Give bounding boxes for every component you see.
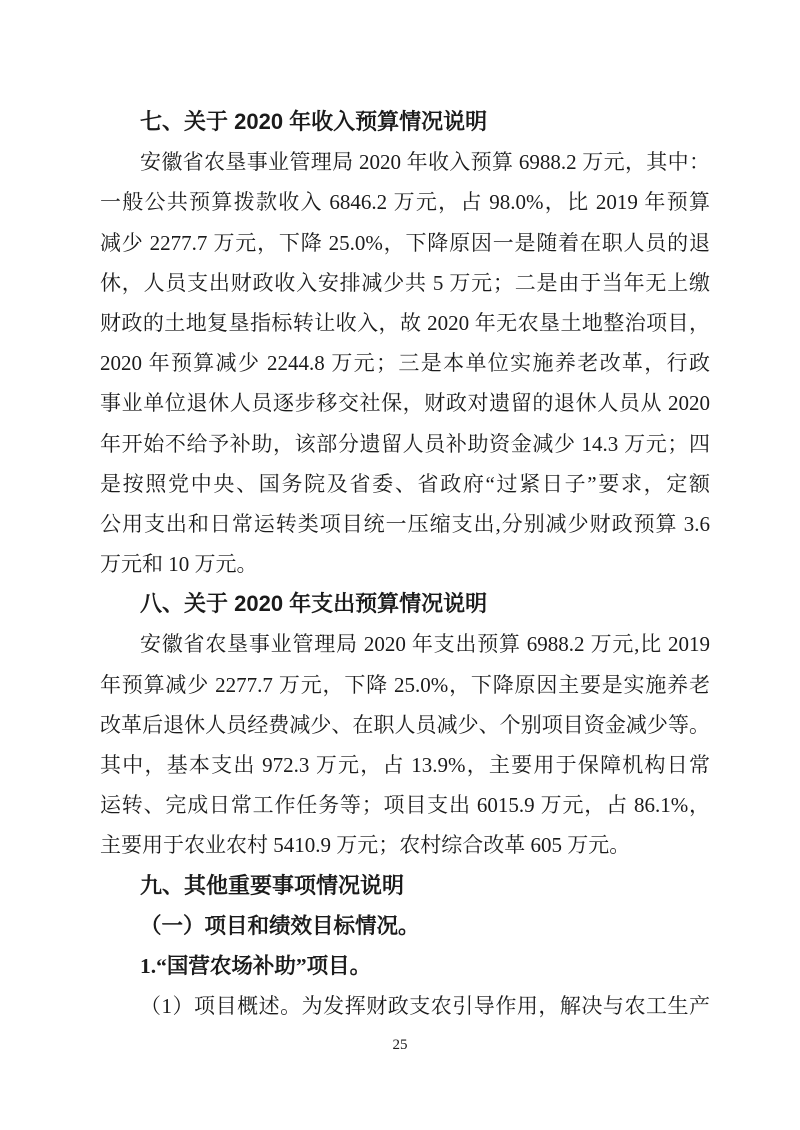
- section-9-subheading-2: 1.“国营农场补助”项目。: [140, 953, 372, 978]
- document-content: [100, 102, 710, 1026]
- paragraph-line: 减少 2277.7 万元，下降 25.0%，下降原因一是随着在职人员的退: [100, 230, 710, 255]
- paragraph-line: 事业单位退休人员逐步移交社保，财政对遗留的退休人员从 2020: [100, 391, 710, 416]
- paragraph-line: 安徽省农垦事业管理局 2020 年收入预算 6988.2 万元，其中：: [140, 150, 710, 175]
- paragraph-line: 万元和 10 万元。: [100, 552, 258, 577]
- section-8-heading: 八、关于 2020 年支出预算情况说明: [140, 591, 488, 617]
- paragraph-line: 是按照党中央、国务院及省委、省政府“过紧日子”要求，定额: [100, 471, 710, 496]
- section-9-heading: 九、其他重要事项情况说明: [140, 872, 405, 898]
- paragraph-line: 年开始不给予补助，该部分遗留人员补助资金减少 14.3 万元；四: [100, 431, 710, 456]
- paragraph-line: 财政的土地复垦指标转让收入，故 2020 年无农垦土地整治项目，: [100, 310, 710, 335]
- section-7-heading: 七、关于 2020 年收入预算情况说明: [140, 109, 488, 134]
- page-number: 25: [392, 1037, 408, 1053]
- paragraph-line: 休，人员支出财政收入安排减少共 5 万元；二是由于当年无上缴: [100, 270, 710, 295]
- section-9-subheading-1: （一）项目和绩效目标情况。: [140, 913, 420, 938]
- paragraph-line: 安徽省农垦事业管理局 2020 年支出预算 6988.2 万元,比 2019: [140, 632, 710, 657]
- paragraph-line: 公用支出和日常运转类项目统一压缩支出,分别减少财政预算 3.6: [100, 511, 710, 536]
- paragraph-line: 改革后退休人员经费减少、在职人员减少、个别项目资金减少等。: [100, 712, 710, 737]
- paragraph-line: 一般公共预算拨款收入 6846.2 万元，占 98.0%，比 2019 年预算: [100, 190, 710, 215]
- paragraph-line: 主要用于农业农村 5410.9 万元；农村综合改革 605 万元。: [100, 833, 631, 858]
- paragraph-line: 2020 年预算减少 2244.8 万元；三是本单位实施养老改革，行政: [100, 351, 710, 376]
- paragraph-line: 运转、完成日常工作任务等；项目支出 6015.9 万元，占 86.1%，: [100, 793, 710, 818]
- paragraph-line: 年预算减少 2277.7 万元，下降 25.0%，下降原因主要是实施养老: [100, 672, 710, 697]
- paragraph-line: （1）项目概述。为发挥财政支农引导作用，解决与农工生产: [140, 994, 710, 1019]
- paragraph-line: 其中，基本支出 972.3 万元，占 13.9%，主要用于保障机构日常: [100, 753, 710, 777]
